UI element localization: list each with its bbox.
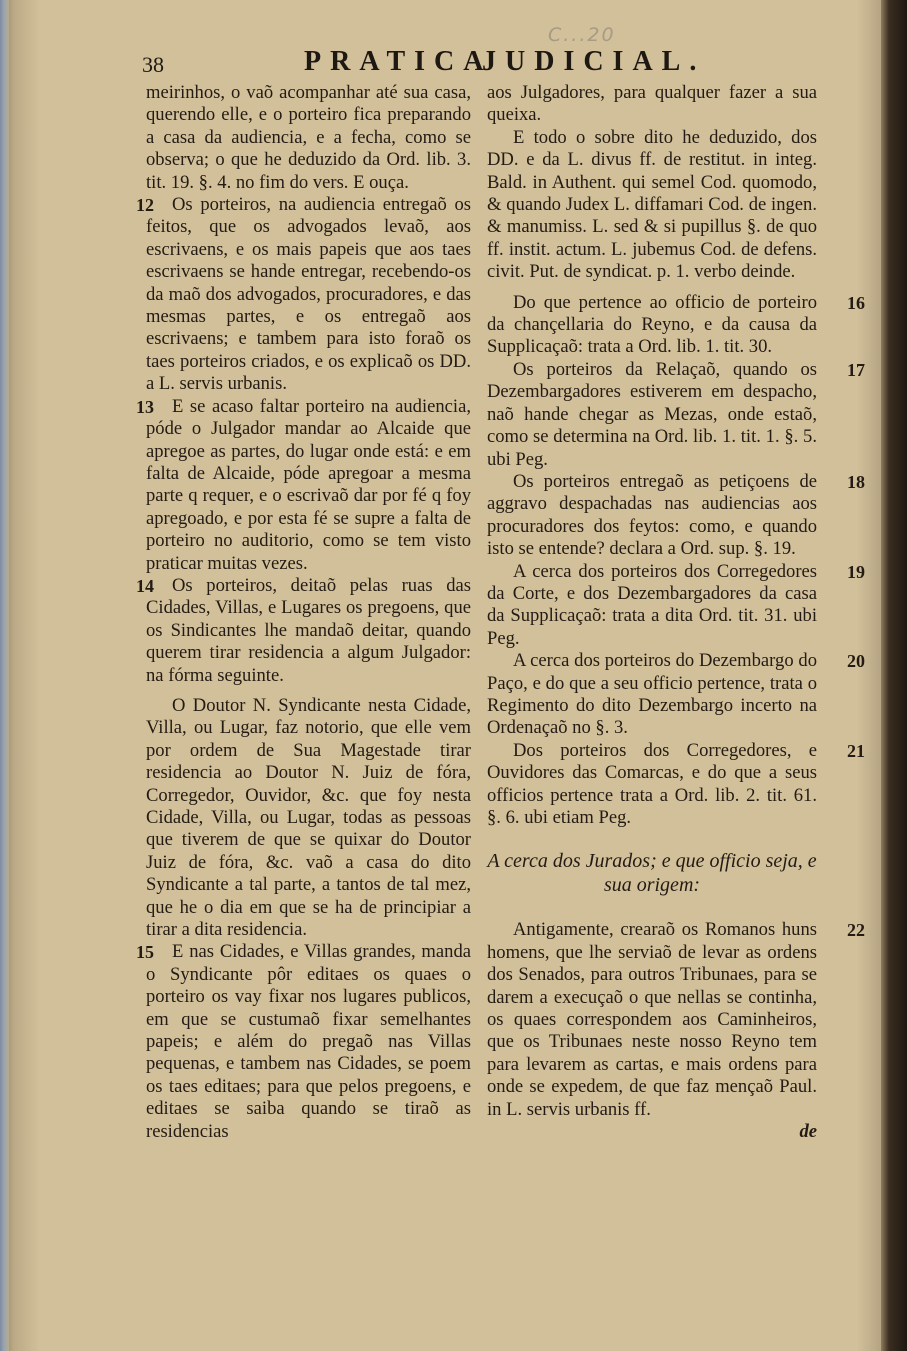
running-header <box>142 46 832 84</box>
paragraph <box>146 82 471 194</box>
paragraph-text: E nas Cidades, e Villas grandes, manda o Syndicante pôr editaes os quaes o porteiro os vay fixar nos lugares publicos, em que se custumaõ fixar semelhantes papeis; e além do pregaõ nas Villas pequenas, e tambem nas Cidades, se poem os taes editaes; para que pelos pregoens, e editaes se saiba quando se tiraõ as residencias <box>146 941 471 1142</box>
paragraph-number: 12 <box>136 195 154 216</box>
paragraph-20 <box>487 650 865 740</box>
paragraph-text: E todo o sobre dito he deduzido, dos DD. e da L. divus ff. de restitut. in integ. Bald. in Authent. qui semel Cod. quomodo, & quando Judex L. diffamari Cod. de ingen. & manumiss. L. sed & si pupillus §. de quo ff. instit. actum. L. jubemus Cod. de defens. civit. Put. de syndicat. p. 1. verbo deinde. <box>487 126 817 283</box>
paragraph-number: 15 <box>136 942 154 963</box>
paragraph-12 <box>136 194 471 396</box>
catchword: de <box>799 1121 817 1143</box>
paragraph-number: 22 <box>847 920 865 941</box>
page-number: 38 <box>142 52 164 77</box>
page-edge-shadow <box>881 0 907 1351</box>
paragraph-text: Os porteiros, deitaõ pelas ruas das Cidades, Villas, e Lugares os pregoens, que os Sindicantes lhe mandaõ deitar, quando querem tirar residencia a algum Julgador: na fórma seguinte. <box>146 574 471 686</box>
paragraph-text: Do que pertence ao officio de porteiro da chançellaria do Reyno, e da causa da Supplicaçaõ: trata a Ord. lib. 1. tit. 30. <box>487 291 817 358</box>
paragraph-18 <box>487 470 865 561</box>
paragraph-text: Dos porteiros dos Corregedores, e Ouvidores das Comarcas, e do que a seus officios pertence trata a Ord. lib. 2. tit. 61. §. 6. ubi etiam Peg. <box>487 739 817 828</box>
paragraph-text: E se acaso faltar porteiro na audiencia, póde o Julgador mandar ao Alcaide que apregoe as partes, do lugar onde está: e em falta de Alcaide, póde apregoar a mesma parte q requer, e o escrivaõ dar por fé q foy apregoado, e por esta fé se supre a falta de porteiro no auditorio, como se tem visto praticar muitas vezes. <box>146 395 471 574</box>
paragraph-number: 21 <box>847 740 865 761</box>
paragraph-number: 16 <box>847 292 865 313</box>
paragraph-number: 14 <box>136 575 154 596</box>
paragraph-number: 20 <box>847 651 865 672</box>
paragraph-14 <box>136 574 471 687</box>
right-column <box>487 82 865 1143</box>
running-title-right: JUDICIAL. <box>482 46 706 77</box>
paragraph-15 <box>136 941 471 1143</box>
paragraph-text: Os porteiros, na audiencia entregaõ os feitos, que os advogados levaõ, aos escrivaens, e os mais papeis que aos taes escrivaens se hande entregar, recebendo-os da maõ dos advogados, procuradores, e das mesmas partes, e os entregaõ aos escrivaens; e tambem para isto foraõ os taes porteiros criados, e os explicaõ os DD. a L. servis urbanis. <box>146 194 471 395</box>
paragraph-number: 18 <box>847 471 865 492</box>
paragraph-22 <box>487 919 865 1121</box>
proclamation-text <box>146 695 471 941</box>
paragraph-19 <box>487 560 865 651</box>
paragraph-21 <box>487 739 865 830</box>
section-heading: A cerca dos Jurados; e que officio seja, e sua origem: <box>487 850 817 897</box>
running-title-left: PRATICA <box>304 46 493 77</box>
paragraph-number: 13 <box>136 396 154 417</box>
paragraph-text: A cerca dos porteiros dos Corregedores da Corte, e dos Dezembargadores da casa da Supplicaçaõ: trata a dita Ord. tit. 31. ubi Peg. <box>487 560 817 649</box>
paragraph-text: O Doutor N. Syndicante nesta Cidade, Villa, ou Lugar, faz notorio, que elle vem por ordem de Sua Magestade tirar residencia ao Doutor N. Juiz de fóra, Corregedor, Ouvidor, &c. que foy nesta Cidade, Villa, ou Lugar, todas as pessoas que tiverem de que se quixar do Doutor Juiz de fóra, &c. vaõ a casa do dito Syndicante a tal parte, a tantos de tal mez, que he o dia em que se ha de principiar a tirar a dita residencia. <box>146 694 471 941</box>
paragraph-17 <box>487 358 865 471</box>
paragraph-text: Antigamente, crearaõ os Romanos huns homens, que lhe serviaõ de levar as ordens dos Senados, para outros Tribunaes, para se darem a execuçaõ o que nellas se continha, os quaes correspondem aos Caminheiros, que os Tribunaes neste nosso Reyno tem para levarem as cartas, e mais ordens para onde se expedem, de que faz mençaõ Paul. in L. servis urbanis ff. <box>487 919 817 1120</box>
paragraph-number: 17 <box>847 359 865 380</box>
paragraph-text: Os porteiros entregaõ as petiçoens de aggravo despachadas nas audiencias aos procuradores dos feytos: como, e quando isto se entende? declara a Ord. sup. §. 19. <box>487 470 817 560</box>
paragraph-number: 19 <box>847 561 865 582</box>
paragraph-text: Os porteiros da Relaçaõ, quando os Dezembargadores estiverem em despacho, naõ hande chegar as Mezas, onde estaõ, como se determina na Ord. lib. 1. tit. 1. §. 5. ubi Peg. <box>487 358 817 470</box>
pencil-annotation: C...20 <box>548 24 616 46</box>
paragraph-13 <box>136 395 471 575</box>
paragraph-16 <box>487 291 865 359</box>
binding-edge <box>0 0 9 1351</box>
paragraph-text: meirinhos, o vaõ acompanhar até sua casa, querendo elle, e o porteiro fica preparando a casa da audiencia, e a fecha, como se observa; o que he deduzido da Ord. lib. 3. tit. 19. §. 4. no fim do vers. E ouça. <box>146 82 471 193</box>
paragraph <box>487 82 817 127</box>
left-column <box>136 82 471 1143</box>
paragraph-text: A cerca dos porteiros do Dezembargo do Paço, e do que a seu officio pertence, trata o Regimento do dito Dezembargo incerto na Ordenaçaõ no §. 3. <box>487 650 817 739</box>
paragraph-citations <box>487 127 817 284</box>
paragraph-text: aos Julgadores, para qualquer fazer a sua queixa. <box>487 82 817 126</box>
